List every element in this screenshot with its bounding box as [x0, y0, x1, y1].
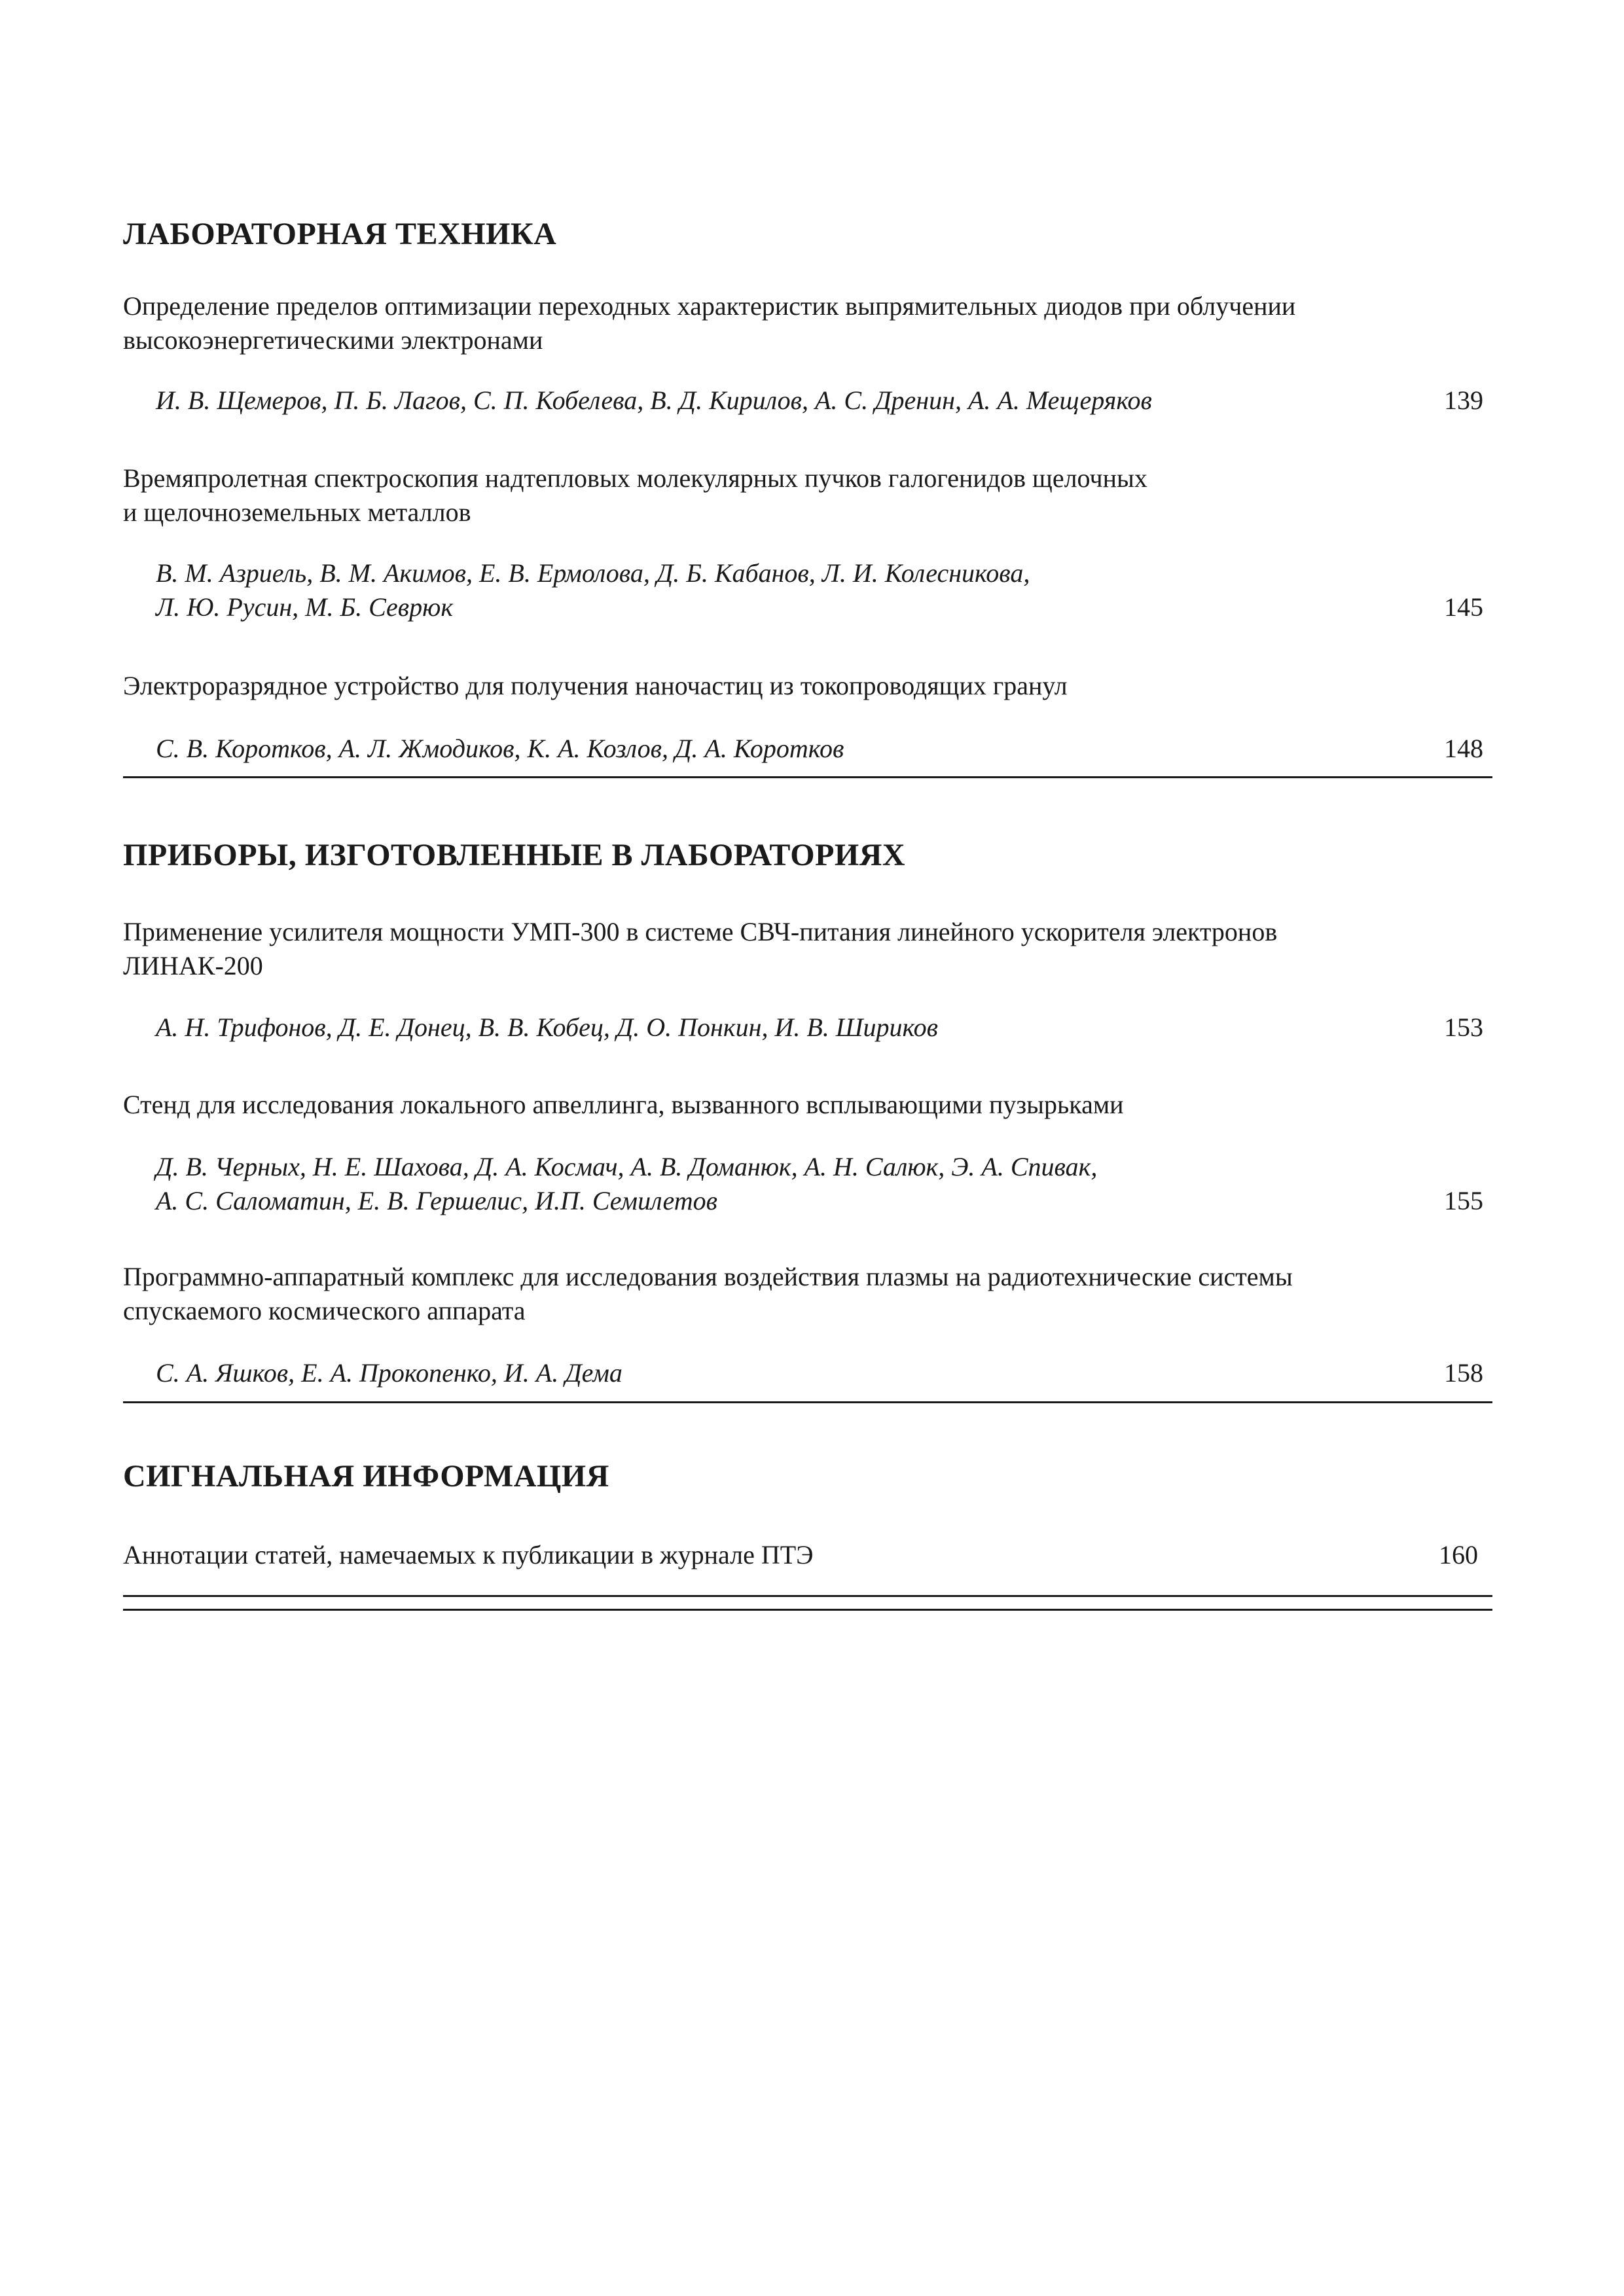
- entry-authors: С. В. Коротков, А. Л. Жмодиков, К. А. Козлов, Д. А. Коротков: [156, 734, 844, 763]
- entry-page-number: 148: [1444, 734, 1483, 763]
- toc-entry[interactable]: [123, 289, 1492, 357]
- entry-title: Определение пределов оптимизации переходных характеристик выпрямительных диодов при облучении высокоэнергетическими электронами: [123, 291, 1296, 355]
- entry-title: Электроразрядное устройство для получения наночастиц из токопроводящих гранул: [123, 671, 1068, 700]
- toc-entry[interactable]: [123, 1260, 1492, 1328]
- end-double-rule-bottom: [123, 1609, 1492, 1611]
- entry-authors-row: [156, 556, 1492, 624]
- entry-authors: А. Н. Трифонов, Д. Е. Донец, В. В. Кобец, Д. О. Понкин, И. В. Шириков: [156, 1013, 939, 1042]
- entry-title: Программно-аппаратный комплекс для исследования воздействия плазмы на радиотехнические системы спускаемого космического аппарата: [123, 1262, 1293, 1325]
- entry-authors-row: [156, 1356, 1492, 1390]
- entry-title: Стенд для исследования локального апвеллинга, вызванного всплывающими пузырьками: [123, 1090, 1124, 1119]
- entry-authors: В. М. Азриель, В. М. Акимов, Е. В. Ермолова, Д. Б. Кабанов, Л. И. Колесникова, Л. Ю. Русин, М. Б. Севрюк: [156, 558, 1030, 622]
- entry-authors: С. А. Яшков, Е. А. Прокопенко, И. А. Дема: [156, 1358, 623, 1388]
- entry-page-number: 153: [1444, 1013, 1483, 1042]
- end-double-rule-top: [123, 1595, 1492, 1597]
- entry-authors-row: [156, 732, 1492, 766]
- entry-page-number: 158: [1444, 1358, 1483, 1388]
- entry-title: Времяпролетная спектроскопия надтепловых молекулярных пучков галогенидов щелочных и щелочноземельных металлов: [123, 463, 1147, 527]
- entry-title: Аннотации статей, намечаемых к публикации в журнале ПТЭ: [123, 1540, 814, 1570]
- entry-authors-row: [156, 1011, 1492, 1045]
- entry-page-number: 139: [1444, 386, 1483, 415]
- toc-entry[interactable]: [123, 461, 1492, 529]
- toc-entry[interactable]: [123, 1088, 1492, 1122]
- toc-entry[interactable]: [123, 915, 1492, 983]
- entry-title: Применение усилителя мощности УМП-300 в системе СВЧ-питания линейного ускорителя электронов ЛИНАК-200: [123, 917, 1278, 980]
- entry-page-number: 155: [1444, 1186, 1483, 1215]
- entry-authors-row: [156, 384, 1492, 418]
- section-divider: [123, 1401, 1492, 1403]
- toc-entry[interactable]: [123, 1538, 1478, 1572]
- section-title: СИГНАЛЬНАЯ ИНФОРМАЦИЯ: [123, 1459, 609, 1494]
- section-title: ЛАБОРАТОРНАЯ ТЕХНИКА: [123, 217, 557, 251]
- entry-authors-row: [156, 1150, 1492, 1218]
- section-title: ПРИБОРЫ, ИЗГОТОВЛЕННЫЕ В ЛАБОРАТОРИЯХ: [123, 838, 906, 872]
- toc-entry[interactable]: [123, 669, 1492, 703]
- section-divider: [123, 776, 1492, 778]
- entry-authors: И. В. Щемеров, П. Б. Лагов, С. П. Кобелева, В. Д. Кирилов, А. С. Дренин, А. А. Мещеряков: [156, 386, 1152, 415]
- entry-page-number: 145: [1444, 592, 1483, 622]
- entry-page-number: 160: [1439, 1540, 1478, 1570]
- entry-authors: Д. В. Черных, Н. Е. Шахова, Д. А. Космач, А. В. Доманюк, А. Н. Салюк, Э. А. Спивак, А. С. Саломатин, Е. В. Гершелис, И.П. Семилетов: [156, 1152, 1098, 1215]
